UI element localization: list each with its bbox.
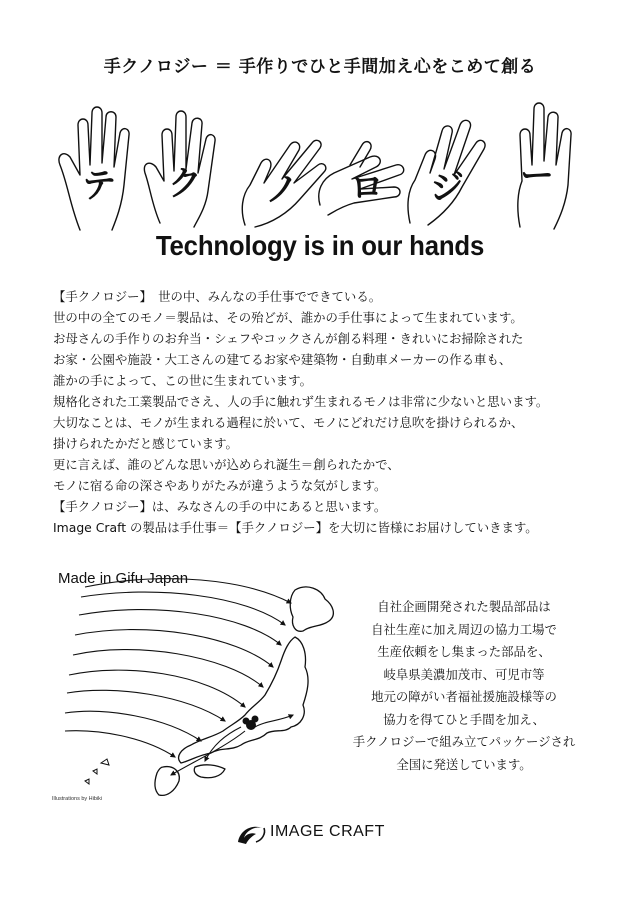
company-logo-text: IMAGE CRAFT bbox=[270, 823, 385, 840]
katakana-bar: ー bbox=[520, 156, 554, 196]
description-line: 自社生産に加え周辺の協力工場で bbox=[371, 621, 557, 637]
body-line: 規格化された工業製品でさえ、人の手に触れず生まれるモノは非常に少ないと思います。 bbox=[53, 394, 549, 409]
description-line: 岐阜県美濃加茂市、可児市等 bbox=[383, 666, 545, 682]
body-line: 大切なことは、モノが生まれる過程に於いて、モノにどれだけ息吹を掛けられるか、 bbox=[53, 415, 524, 430]
description-line: 協力を得てひと手間を加え、 bbox=[383, 711, 545, 727]
production-description bbox=[318, 596, 610, 776]
shikoku-outline bbox=[194, 765, 225, 778]
body-line: 誰かの手によって、この世に生まれています。 bbox=[53, 373, 312, 388]
body-line: 【手クノロジー】は、みなさんの手の中にあると思います。 bbox=[53, 499, 387, 514]
body-line: お母さんの手作りのお弁当・シェフやコックさんが創る料理・きれいにお掃除された bbox=[53, 331, 524, 346]
honshu-outline bbox=[179, 637, 308, 763]
body-line: 掛けられたかだと感じています。 bbox=[53, 436, 238, 451]
page-title: 手クノロジー ＝ 手作りでひと手間加え心をこめて創る bbox=[103, 57, 537, 77]
japan-map-illustration bbox=[45, 575, 340, 805]
body-line: 更に言えば、誰のどんな思いが込められ誕生＝創られたかで、 bbox=[53, 457, 400, 472]
katakana-ji: ジ bbox=[430, 168, 464, 208]
body-line: お家・公園や施設・大工さんの建てるお家や建築物・自動車メーカーの作る車も、 bbox=[53, 352, 512, 367]
katakana-ku: ク bbox=[168, 164, 202, 204]
body-line: 世の中の全てのモノ＝製品は、その殆どが、誰かの手仕事によって生まれています。 bbox=[53, 310, 523, 325]
body-line: モノに宿る命の深さやありがたみが違うような気がします。 bbox=[53, 478, 387, 493]
tagline: Technology is in our hands bbox=[155, 230, 485, 261]
description-line: 生産依頼をし集まった部品を、 bbox=[377, 644, 551, 659]
body-line: Image Craft の製品は手仕事＝【手クノロジー】を大切に皆様にお届けしていきます。 bbox=[53, 520, 538, 535]
body-line: 【手クノロジー】 世の中、みんなの手仕事でできている。 bbox=[53, 289, 382, 304]
description-line: 全国に発送しています。 bbox=[396, 756, 532, 772]
illustration-credit: Illustrations by Hibiki bbox=[52, 796, 103, 802]
description-line: 手クノロジーで組み立てパッケージされ bbox=[352, 734, 576, 749]
katakana-te: テ bbox=[82, 166, 116, 206]
description-line: 地元の障がい者福祉援施設様等の bbox=[371, 689, 557, 704]
body-paragraph bbox=[53, 286, 613, 538]
description-line: 自社企画開発された製品部品は bbox=[377, 599, 551, 614]
hands-illustration bbox=[50, 95, 595, 235]
made-in-heading: Made in Gifu Japan bbox=[58, 570, 189, 587]
katakana-no: ノ bbox=[265, 170, 299, 210]
katakana-ro: ロ bbox=[350, 168, 384, 208]
kyushu-outline bbox=[155, 767, 179, 796]
